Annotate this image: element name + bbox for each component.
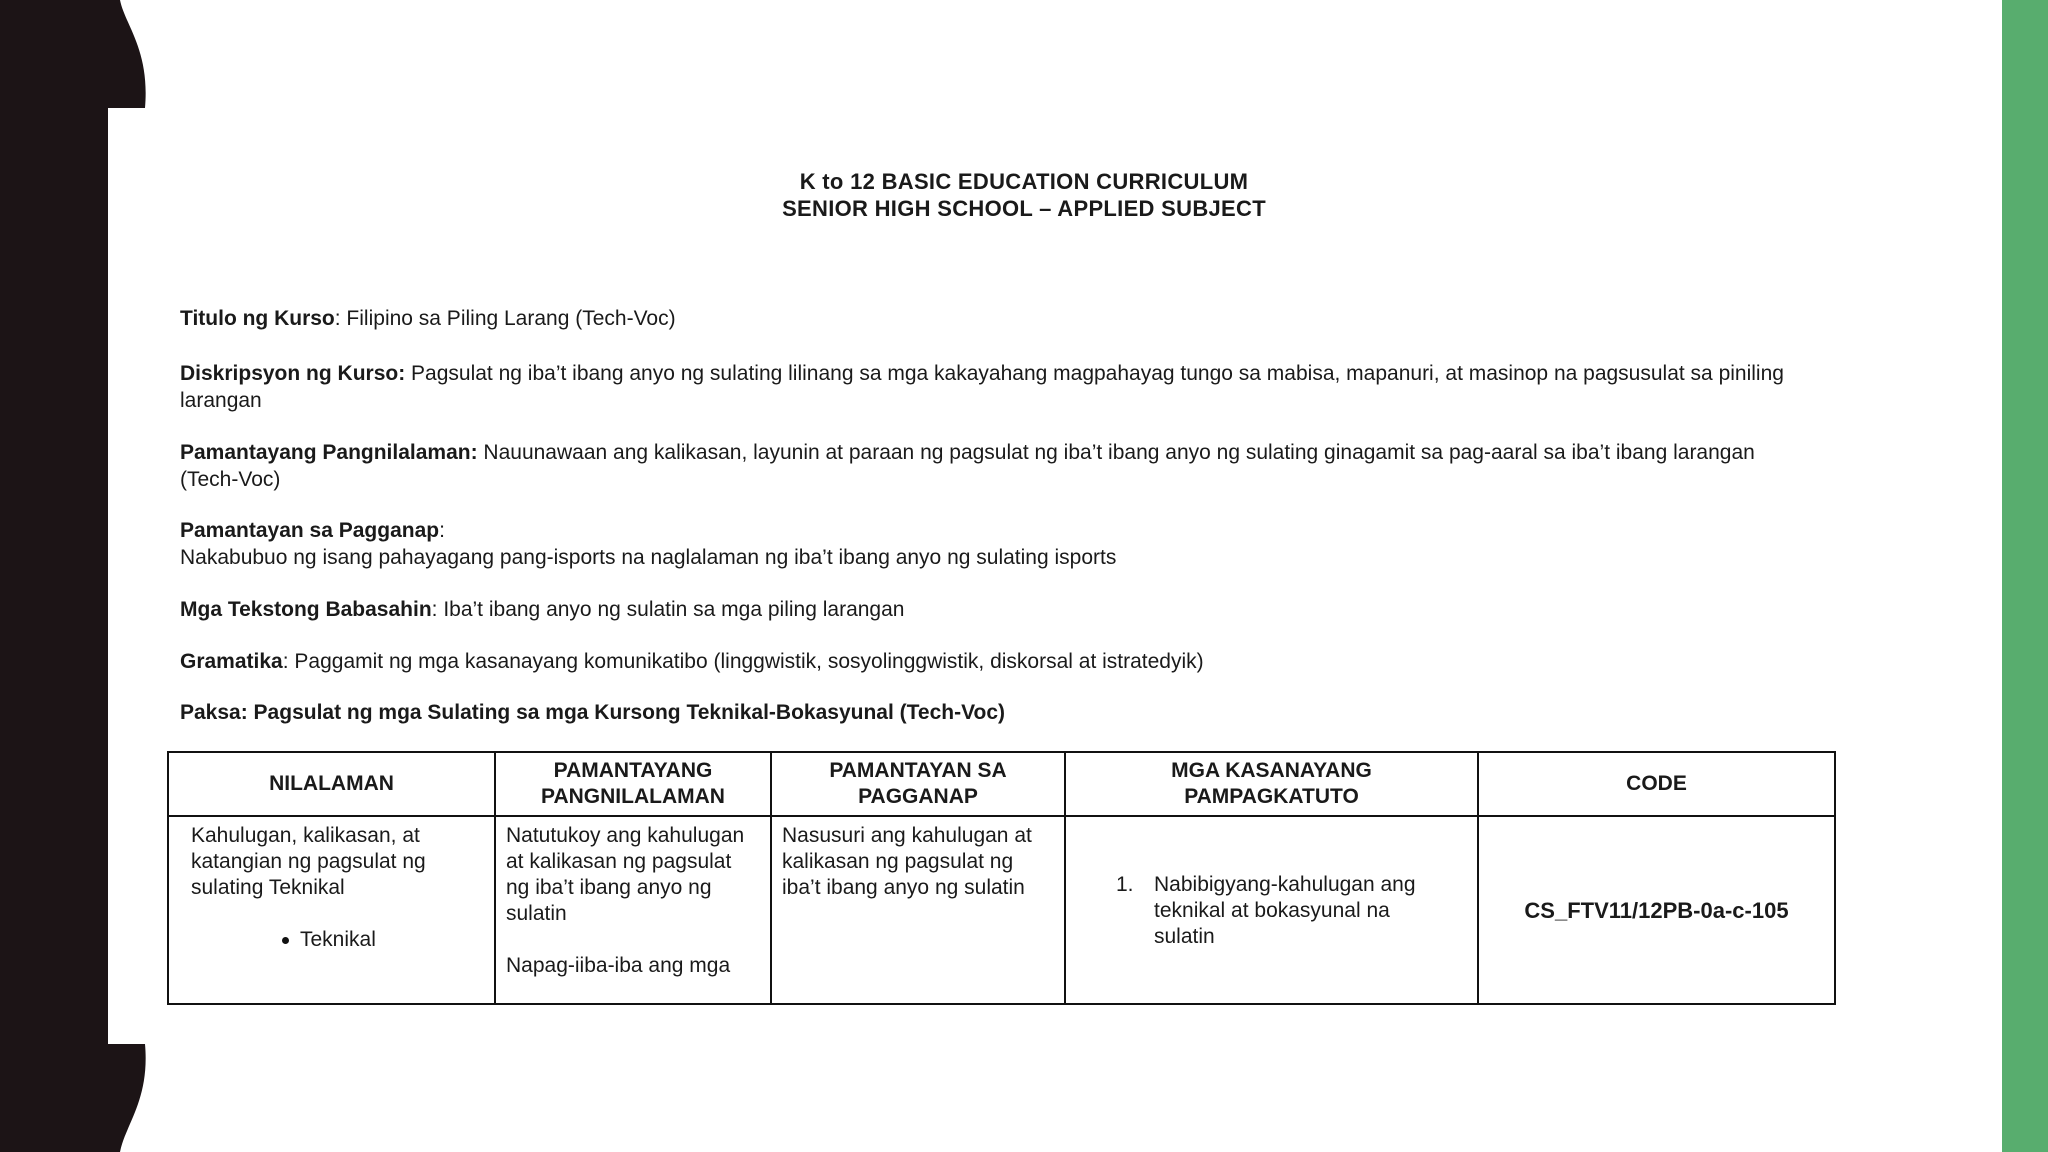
field-titulo [180, 305, 1860, 332]
cell-pangnilalaman [495, 816, 771, 1004]
table-header-row [168, 752, 1835, 816]
field-label: Pamantayang Pangnilalaman: [180, 441, 478, 464]
header-text: PAMPAGKATUTO [1184, 785, 1359, 808]
header-kasanayang [1065, 752, 1478, 816]
header-text: MGA KASANAYANG [1171, 759, 1372, 782]
document-header [0, 168, 2048, 222]
cell-text: ng iba’t ibang anyo ng [506, 876, 712, 899]
field-value-cont: (Tech-Voc) [180, 468, 281, 491]
cell-code [1478, 816, 1835, 1004]
field-label: Pamantayan sa Pagganap [180, 519, 440, 542]
header-text: PAMANTAYAN SA [829, 759, 1007, 782]
field-value: Nakabubuo ng isang pahayagang pang-isports na naglalaman ng iba’t ibang anyo ng sulating isports [180, 546, 1117, 569]
bullet-icon [282, 937, 289, 944]
cell-text: teknikal at bokasyunal na [1154, 899, 1390, 922]
field-value: Pagsulat ng iba’t ibang anyo ng sulating lilinang sa mga kakayahang magpahayag tungo sa mabisa, mapanuri, at masinop na pagsusulat sa piniling [405, 362, 1784, 385]
cell-text: katangian ng pagsulat ng [191, 850, 426, 873]
header-text: PANGNILALAMAN [541, 785, 725, 808]
code-text: CS_FTV11/12PB-0a-c-105 [1524, 898, 1789, 923]
cell-text: iba’t ibang anyo ng sulatin [782, 876, 1025, 899]
field-paksa [180, 699, 1860, 726]
cell-text: Nabibigyang-kahulugan ang [1154, 873, 1416, 896]
cell-text: sulatin [1154, 925, 1215, 948]
field-diskripsyon [180, 360, 1860, 414]
field-pagganap [180, 517, 1860, 571]
header-text: PAGGANAP [858, 785, 978, 808]
field-value: : Iba’t ibang anyo ng sulatin sa mga piling larangan [431, 598, 905, 621]
field-value: : Paggamit ng mga kasanayang komunikatibo (linggwistik, sosyolinggwistik, diskorsal at istratedyik) [282, 650, 1204, 673]
cell-text: Natutukoy ang kahulugan [506, 824, 745, 847]
cell-nilalaman [168, 816, 495, 1004]
field-value: : Filipino sa Piling Larang (Tech-Voc) [334, 307, 676, 330]
field-colon: : [439, 519, 445, 542]
cell-text: sulating Teknikal [191, 876, 345, 899]
header-pagganap [771, 752, 1065, 816]
cell-text: sulatin [506, 902, 567, 925]
header-text: CODE [1626, 772, 1687, 795]
header-line-2: SENIOR HIGH SCHOOL – APPLIED SUBJECT [782, 196, 1266, 221]
cell-pagganap [771, 816, 1065, 1004]
cell-text: Nasusuri ang kahulugan at [782, 824, 1032, 847]
cell-text: Napag-iiba-iba ang mga [506, 954, 731, 977]
header-line-1: K to 12 BASIC EDUCATION CURRICULUM [799, 169, 1249, 194]
item-number: 1. [1116, 873, 1134, 896]
field-value-cont: larangan [180, 389, 262, 412]
header-nilalaman [168, 752, 495, 816]
field-label: Mga Tekstong Babasahin [180, 598, 432, 621]
field-label: Diskripsyon ng Kurso: [180, 362, 406, 385]
header-code [1478, 752, 1835, 816]
table-row [168, 816, 1835, 1004]
bullet-item [191, 927, 484, 953]
cell-text: Kahulugan, kalikasan, at [191, 824, 420, 847]
field-gramatika [180, 648, 1860, 675]
field-label: Titulo ng Kurso [180, 307, 335, 330]
curriculum-table [167, 751, 1836, 1005]
cell-text: at kalikasan ng pagsulat [506, 850, 732, 873]
field-value: Nauunawaan ang kalikasan, layunin at paraan ng pagsulat ng iba’t ibang anyo ng sulating ginagamit sa pag-aaral sa iba’t ibang larangan [477, 441, 1755, 464]
header-text: PAMANTAYANG [553, 759, 713, 782]
field-label: Paksa: Pagsulat ng mga Sulating sa mga Kursong Teknikal-Bokasyunal (Tech-Voc) [180, 701, 1006, 724]
field-pangnilalaman [180, 439, 1860, 493]
field-label: Gramatika [180, 650, 283, 673]
numbered-item [1076, 872, 1467, 950]
field-tekstong [180, 596, 1860, 623]
cell-text: kalikasan ng pagsulat ng [782, 850, 1014, 873]
header-pangnilalaman [495, 752, 771, 816]
cell-kasanayang [1065, 816, 1478, 1004]
bullet-text: Teknikal [300, 928, 376, 951]
header-text: NILALAMAN [269, 772, 394, 795]
